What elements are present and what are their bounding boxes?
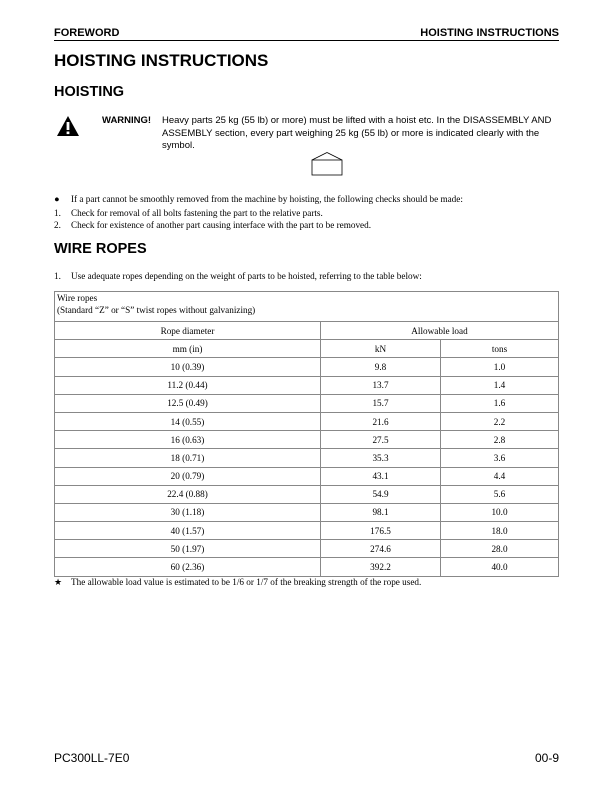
heading-wire-ropes: WIRE ROPES bbox=[54, 241, 147, 257]
cell-rope-diameter: 50 (1.97) bbox=[55, 540, 321, 558]
warning-label: WARNING! bbox=[102, 115, 152, 126]
bullet-text: If a part cannot be smoothly removed from the machine by hoisting, the following checks should be made: bbox=[71, 194, 463, 204]
item-number: 1. bbox=[54, 271, 61, 281]
check-text: Check for removal of all bolts fastening the part to the relative parts. bbox=[71, 208, 323, 218]
cell-load-tons: 5.6 bbox=[441, 485, 559, 503]
cell-load-kn: 21.6 bbox=[321, 412, 441, 430]
bullet-icon: ● bbox=[54, 194, 60, 204]
cell-rope-diameter: 60 (2.36) bbox=[55, 558, 321, 576]
cell-load-kn: 176.5 bbox=[321, 522, 441, 540]
unit-tons: tons bbox=[441, 340, 559, 358]
table-row bbox=[55, 522, 559, 540]
cell-rope-diameter: 12.5 (0.49) bbox=[55, 394, 321, 412]
cell-load-tons: 1.4 bbox=[441, 376, 559, 394]
check-text: Check for existence of another part causing interface with the part to be removed. bbox=[71, 220, 372, 230]
header-topic: HOISTING INSTRUCTIONS bbox=[420, 27, 559, 39]
cell-load-kn: 15.7 bbox=[321, 394, 441, 412]
item-text: Use adequate ropes depending on the weight of parts to be hoisted, referring to the table below: bbox=[71, 271, 422, 281]
warning-triangle-icon bbox=[57, 116, 79, 136]
page-header bbox=[54, 27, 559, 41]
cell-load-kn: 274.6 bbox=[321, 540, 441, 558]
table-row bbox=[55, 540, 559, 558]
heading-hoisting: HOISTING bbox=[54, 84, 125, 100]
cell-load-tons: 40.0 bbox=[441, 558, 559, 576]
cell-rope-diameter: 14 (0.55) bbox=[55, 412, 321, 430]
page-title: HOISTING INSTRUCTIONS bbox=[54, 51, 269, 70]
table-row bbox=[55, 485, 559, 503]
cell-load-kn: 392.2 bbox=[321, 558, 441, 576]
table-body bbox=[55, 358, 559, 576]
cell-load-tons: 18.0 bbox=[441, 522, 559, 540]
footer-page-number: 00-9 bbox=[534, 751, 559, 765]
unit-kn: kN bbox=[321, 340, 441, 358]
check-number: 2. bbox=[54, 220, 61, 230]
cell-load-tons: 3.6 bbox=[441, 449, 559, 467]
footer-model: PC300LL-7E0 bbox=[54, 751, 130, 765]
header-section: FOREWORD bbox=[54, 27, 120, 39]
caption-title: Wire ropes bbox=[57, 293, 98, 303]
cell-load-kn: 35.3 bbox=[321, 449, 441, 467]
wire-rope-table bbox=[54, 291, 559, 577]
unit-mm-in: mm (in) bbox=[55, 340, 321, 358]
cell-load-kn: 54.9 bbox=[321, 485, 441, 503]
header-divider bbox=[54, 40, 559, 41]
cell-rope-diameter: 22.4 (0.88) bbox=[55, 485, 321, 503]
cell-rope-diameter: 40 (1.57) bbox=[55, 522, 321, 540]
cell-load-kn: 43.1 bbox=[321, 467, 441, 485]
table-row bbox=[55, 376, 559, 394]
header-rope-diameter: Rope diameter bbox=[55, 322, 321, 340]
cell-load-tons: 1.0 bbox=[441, 358, 559, 376]
cell-rope-diameter: 20 (0.79) bbox=[55, 467, 321, 485]
cell-load-tons: 2.8 bbox=[441, 431, 559, 449]
table-row bbox=[55, 558, 559, 576]
cell-load-tons: 2.2 bbox=[441, 412, 559, 430]
cell-rope-diameter: 18 (0.71) bbox=[55, 449, 321, 467]
cell-rope-diameter: 11.2 (0.44) bbox=[55, 376, 321, 394]
table-row bbox=[55, 467, 559, 485]
warning-text: Heavy parts 25 kg (55 lb) or more) must be lifted with a hoist etc. In the DISASSEMBLY AND ASSEMBLY section, every part weighing 25 kg (55 lb) or more is indicated clearly with the symbol. bbox=[162, 115, 552, 151]
table-caption bbox=[55, 292, 559, 322]
cell-load-tons: 28.0 bbox=[441, 540, 559, 558]
cell-load-kn: 27.5 bbox=[321, 431, 441, 449]
table-row bbox=[55, 431, 559, 449]
table-row bbox=[55, 358, 559, 376]
cell-load-kn: 98.1 bbox=[321, 503, 441, 521]
cell-load-tons: 10.0 bbox=[441, 503, 559, 521]
cell-load-kn: 9.8 bbox=[321, 358, 441, 376]
header-allowable-load: Allowable load bbox=[321, 322, 559, 340]
table-row bbox=[55, 394, 559, 412]
cell-rope-diameter: 30 (1.18) bbox=[55, 503, 321, 521]
table-row bbox=[55, 503, 559, 521]
cell-load-kn: 13.7 bbox=[321, 376, 441, 394]
hoist-weight-icon bbox=[311, 152, 343, 176]
cell-load-tons: 1.6 bbox=[441, 394, 559, 412]
cell-load-tons: 4.4 bbox=[441, 467, 559, 485]
table-row bbox=[55, 412, 559, 430]
cell-rope-diameter: 16 (0.63) bbox=[55, 431, 321, 449]
caption-subtitle: (Standard “Z” or “S” twist ropes without galvanizing) bbox=[57, 304, 256, 315]
cell-rope-diameter: 10 (0.39) bbox=[55, 358, 321, 376]
table-row bbox=[55, 449, 559, 467]
check-number: 1. bbox=[54, 208, 61, 218]
note-text: The allowable load value is estimated to be 1/6 or 1/7 of the breaking strength of the rope used. bbox=[71, 577, 422, 587]
star-icon: ★ bbox=[54, 577, 63, 587]
